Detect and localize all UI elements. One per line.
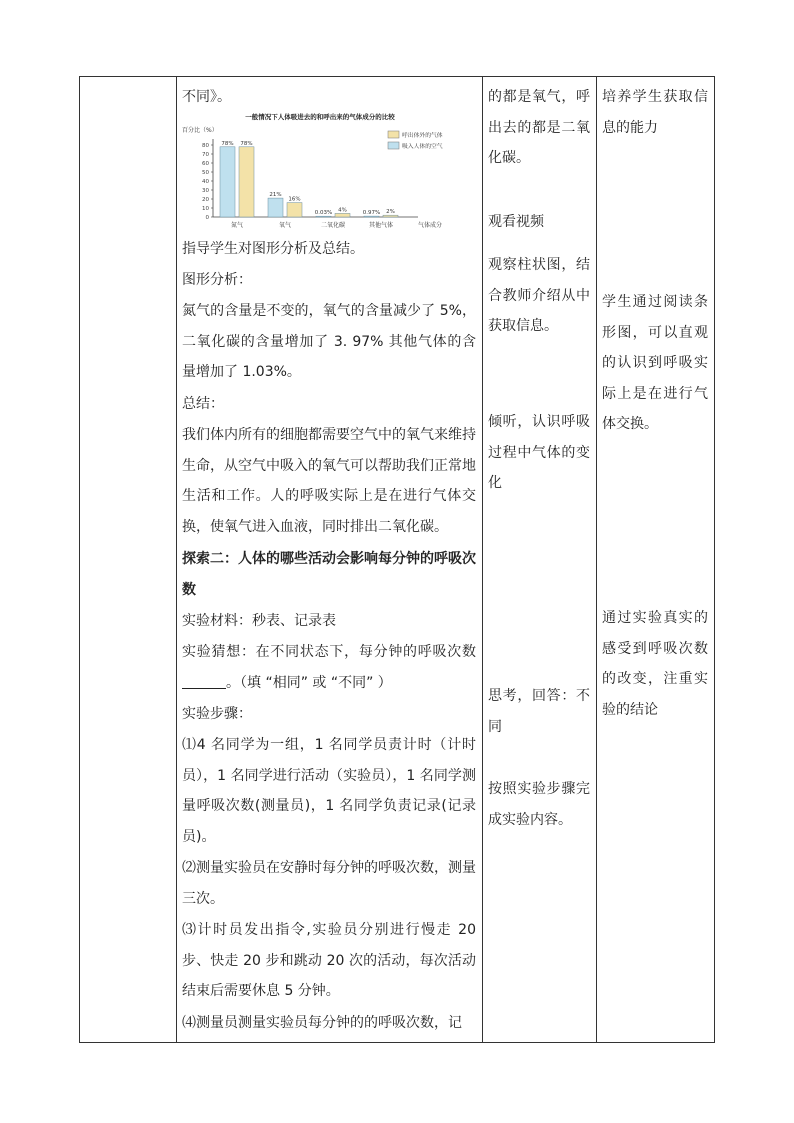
- bar-label-3-0: 0.97%: [362, 210, 381, 217]
- chart-instruction: 指导学生对图形分析及总结。: [182, 241, 364, 257]
- analysis-text: 氮气的含量是不变的，氧气的含量减少了 5%，二氧化碳的含量增加了 3. 97% 其他气体的含量增加了 1.03%。: [182, 303, 476, 380]
- intent-text-2: 学生通过阅读条形图，可以直观的认识到呼吸实际上是在进行气体交换。: [602, 294, 708, 432]
- y-tick-label-0: 0: [205, 215, 209, 221]
- step-2: ⑵测量实验员在安静时每分钟的呼吸次数，测量三次。: [182, 860, 476, 907]
- step-4: ⑷测量员测量实验员每分钟的的呼吸次数，记: [182, 1015, 462, 1031]
- y-tick-label-8: 80: [202, 143, 209, 149]
- gas-composition-chart: [180, 111, 476, 233]
- summary-heading: 总结：: [182, 396, 224, 412]
- analysis-heading: 图形分析：: [182, 272, 252, 288]
- student-text-4: 倾听，认识呼吸过程中气体的变化: [488, 414, 590, 491]
- bar-2-1: [335, 213, 350, 217]
- category-label-1: 氧气: [278, 222, 292, 229]
- step-3: ⑶计时员发出指令,实验员分别进行慢走 20 步、快走 20 步和跳动 20 次的活动，每次活动结束后需要休息 5 分钟。: [182, 922, 476, 999]
- bar-label-3-1: 2%: [386, 209, 395, 216]
- category-label-3: 其他气体: [368, 222, 394, 229]
- bar-label-0-1: 78%: [240, 140, 253, 147]
- intro-text: 不同》。: [182, 89, 231, 105]
- intent-text-1: 培养学生获取信息的能力: [602, 89, 708, 136]
- bar-2-0: [316, 216, 331, 217]
- guess-text: [182, 637, 476, 698]
- bar-1-1: [287, 203, 302, 217]
- legend-label-inhaled: 吸入人体的空气: [402, 144, 443, 150]
- bar-label-1-1: 16%: [288, 196, 301, 203]
- bar-0-1: [239, 147, 254, 217]
- x-axis-label: 气体成分: [418, 222, 443, 229]
- y-tick-label-2: 20: [202, 197, 209, 203]
- y-tick-label-3: 30: [202, 188, 209, 194]
- bar-label-1-0: 21%: [269, 192, 282, 199]
- y-axis-ticks: [202, 143, 213, 221]
- student-text-1: 的都是氧气，呼出去的都是二氧化碳。: [488, 89, 590, 166]
- materials-text: 实验材料：秒表、记录表: [182, 613, 336, 629]
- y-axis-label: 百分比（%）: [182, 127, 218, 134]
- y-tick-label-5: 50: [202, 170, 209, 176]
- summary-text: 我们体内所有的细胞都需要空气中的氧气来维持生命，从空气中吸入的氧气可以帮助我们正常地生活和工作。人的呼吸实际上是在进行气体交换，使氧气进入血液，同时排出二氧化碳。: [182, 427, 476, 535]
- legend-swatch-exhaled: [388, 131, 399, 138]
- category-label-0: 氮气: [230, 222, 244, 229]
- bar-3-1: [383, 215, 398, 217]
- intent-text-3: 通过实验真实的感受到呼吸次数的改变，注重实验的结论: [602, 610, 708, 718]
- steps-heading: 实验步骤：: [182, 706, 252, 722]
- column-divider: [596, 77, 597, 1042]
- legend-swatch-inhaled: [388, 142, 399, 149]
- chart-title: 一般情况下人体吸进去的和呼出来的气体成分的比较: [245, 113, 395, 121]
- bars-group: [220, 141, 398, 217]
- bar-label-0-0: 78%: [221, 140, 234, 147]
- student-text-2: 观看视频: [488, 214, 544, 230]
- bar-label-2-0: 0.03%: [314, 210, 333, 217]
- y-tick-label-1: 10: [202, 206, 209, 212]
- step-1: ⑴4 名同学为一组，1 名同学员责计时（计时员），1 名同学进行活动（实验员），1 名同学测量呼吸次数(测量员)，1 名同学负责记录(记录员)。: [182, 737, 476, 845]
- bar-0-0: [220, 147, 235, 217]
- column-divider: [176, 77, 177, 1042]
- bar-label-2-1: 4%: [338, 207, 347, 214]
- bar-3-0: [364, 216, 379, 217]
- y-tick-label-7: 70: [202, 152, 209, 158]
- lesson-table: [79, 76, 715, 1043]
- student-text-6: 按照实验步骤完成实验内容。: [488, 781, 590, 828]
- legend-label-exhaled: 呼出体外的气体: [402, 133, 443, 139]
- legend: [388, 131, 443, 150]
- guess-text-a: 实验猜想：在不同状态下，每分钟的呼吸次数: [182, 644, 476, 660]
- student-text-3: 观察柱状图，结合教师介绍从中获取信息。: [488, 257, 590, 334]
- y-tick-label-6: 60: [202, 161, 209, 167]
- explore2-title: 探索二：人体的哪些活动会影响每分钟的呼吸次数: [182, 551, 476, 598]
- column-divider: [482, 77, 483, 1042]
- guess-text-b: 。（填 “相同” 或 “不同” ）: [226, 674, 392, 691]
- student-text-5: 思考，回答：不同: [488, 688, 590, 735]
- fill-blank: [182, 674, 226, 689]
- y-tick-label-4: 40: [202, 179, 209, 185]
- bar-1-0: [268, 198, 283, 217]
- category-label-2: 二氧化碳: [320, 222, 346, 229]
- category-labels: [231, 221, 393, 229]
